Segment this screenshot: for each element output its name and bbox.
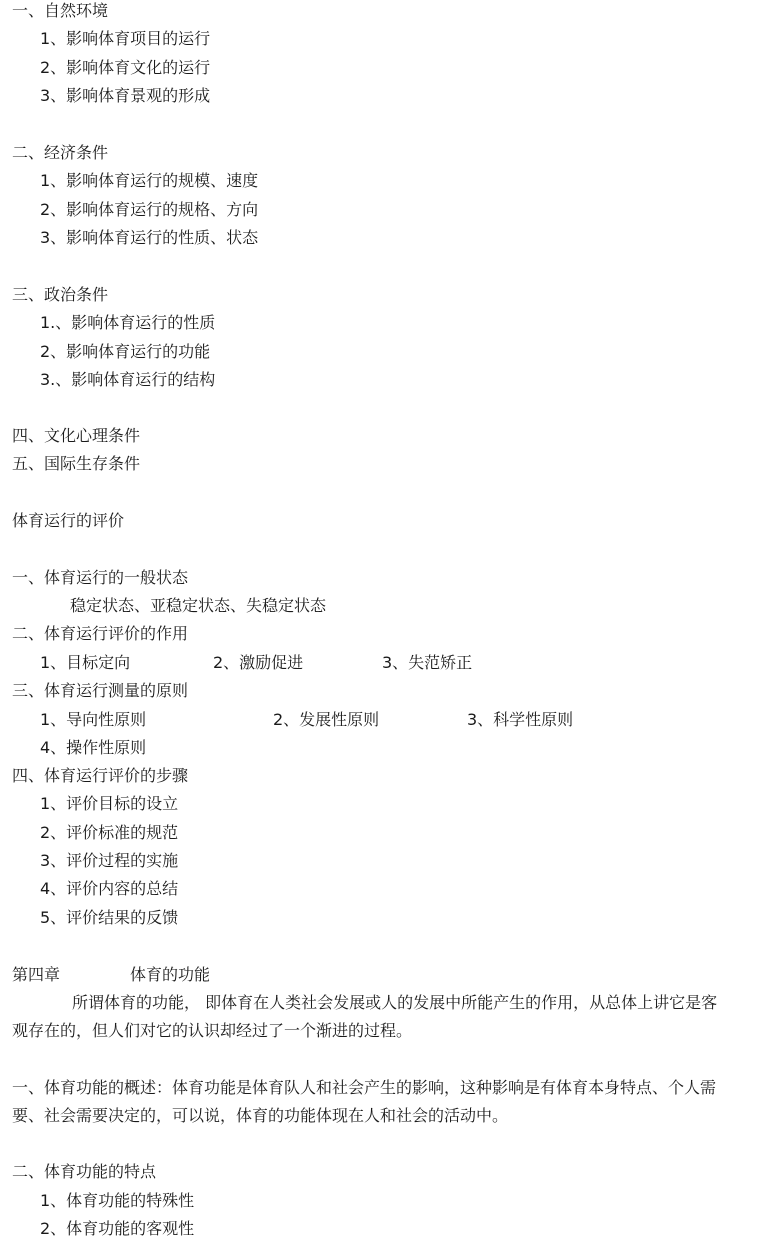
list-item: 3、失范矫正	[382, 653, 473, 672]
section-heading: 四、体育运行评价的步骤	[12, 766, 189, 785]
section-heading: 三、体育运行测量的原则	[12, 681, 189, 700]
chapter-label: 第四章	[12, 965, 61, 984]
list-item: 1、目标定向	[40, 653, 131, 672]
list-item: 3、评价过程的实施	[40, 851, 179, 870]
list-item: 1、评价目标的设立	[40, 794, 179, 813]
overview-paragraph: 一、体育功能的概述：体育功能是体育队人和社会产生的影响，这种影响是有体育本身特点、个人需要、社会需要决定的，可以说，体育的功能体现在人和社会的活动中。	[12, 1078, 717, 1125]
inline-list	[0, 652, 783, 674]
list-item: 1、导向性原则	[40, 710, 147, 729]
list-item: 2、发展性原则	[273, 710, 380, 729]
section-heading: 一、体育运行的一般状态	[12, 568, 189, 587]
list-item: 1.、影响体育运行的性质	[40, 313, 216, 332]
list-item: 3、科学性原则	[467, 710, 574, 729]
chapter-heading	[0, 964, 783, 986]
section-heading: 一、自然环境	[12, 1, 109, 20]
list-item: 2、激励促进	[213, 653, 304, 672]
list-item: 5、评价结果的反馈	[40, 908, 179, 927]
section-heading: 二、体育功能的特点	[12, 1162, 157, 1181]
list-item: 2、影响体育运行的功能	[40, 342, 211, 361]
section-heading: 二、经济条件	[12, 143, 109, 162]
list-item: 4、评价内容的总结	[40, 879, 179, 898]
list-item: 2、体育功能的客观性	[40, 1219, 195, 1238]
list-item: 3、影响体育运行的性质、状态	[40, 228, 259, 247]
list-item: 3、影响体育景观的形成	[40, 86, 211, 105]
inline-list	[0, 709, 783, 731]
intro-paragraph: 所谓体育的功能， 即体育在人类社会发展或人的发展中所能产生的作用，从总体上讲它是客观存在的，但人们对它的认识却经过了一个渐进的过程。	[12, 993, 718, 1040]
section-title: 体育运行的评价	[12, 511, 125, 530]
chapter-title: 体育的功能	[130, 965, 211, 984]
section-heading: 四、文化心理条件	[12, 426, 141, 445]
section-heading: 三、政治条件	[12, 285, 109, 304]
list-item: 3.、影响体育运行的结构	[40, 370, 216, 389]
list-item: 1、影响体育项目的运行	[40, 29, 211, 48]
list-item: 1、影响体育运行的规模、速度	[40, 171, 259, 190]
list-item: 4、操作性原则	[40, 738, 147, 757]
section-heading: 二、体育运行评价的作用	[12, 624, 189, 643]
list-item: 2、影响体育文化的运行	[40, 58, 211, 77]
list-item: 2、评价标准的规范	[40, 823, 179, 842]
list-item: 2、影响体育运行的规格、方向	[40, 200, 259, 219]
list-item: 1、体育功能的特殊性	[40, 1191, 195, 1210]
body-text: 稳定状态、亚稳定状态、失稳定状态	[70, 596, 327, 615]
section-heading: 五、国际生存条件	[12, 454, 141, 473]
